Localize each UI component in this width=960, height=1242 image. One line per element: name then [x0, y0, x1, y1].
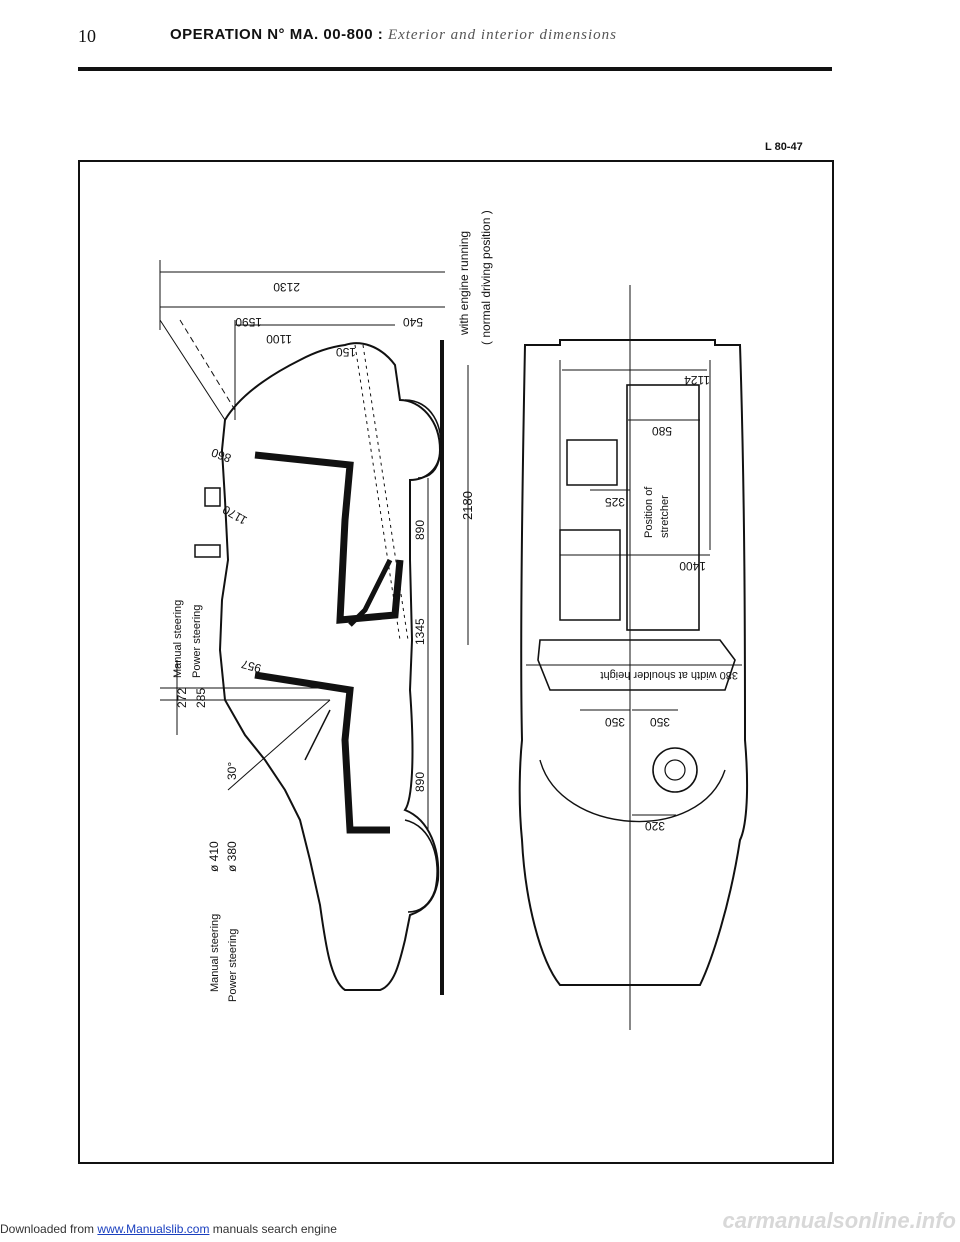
front-seat — [255, 675, 390, 830]
dim-890: 890 — [413, 519, 427, 540]
side-view-labels — [172, 210, 493, 1002]
footer-suffix: manuals search engine — [212, 1222, 337, 1236]
manualslib-link[interactable]: www.Manualslib.com — [97, 1222, 210, 1236]
diam-manual-value: ø 410 — [207, 841, 221, 872]
floor-hatch — [355, 345, 400, 640]
diam-power-value: ø 380 — [225, 841, 239, 872]
steering-pos-power: Power steering — [191, 604, 203, 678]
steering-angle-line — [228, 700, 330, 790]
dim-890b: 890 — [413, 771, 427, 792]
dim-350b: 350 — [649, 715, 670, 729]
steering-diam-power: Power steering — [227, 928, 239, 1002]
roof-line-2 — [180, 320, 235, 410]
operation-subtitle: Exterior and interior dimensions — [387, 27, 618, 43]
dim-1170: 1170 — [220, 502, 250, 528]
dim-580: 580 — [651, 424, 672, 438]
rear-seat — [255, 455, 400, 620]
dim-1124: 1124 — [684, 373, 710, 387]
operation-code: OPERATION N° MA. 00-800 : — [170, 26, 384, 43]
dim-150: 150 — [335, 345, 356, 359]
dim-320: 320 — [644, 819, 665, 833]
steering-pos-manual: Manual steering — [172, 599, 184, 678]
dim-30deg: 30° — [225, 761, 239, 780]
dim-350a: 350 — [604, 715, 625, 729]
tow-hook — [195, 545, 220, 557]
dim-860: 860 — [209, 445, 234, 466]
dim-285: 285 — [194, 687, 208, 708]
steering-diam-manual: Manual steering — [209, 913, 221, 992]
dim-1345: 1345 — [413, 618, 427, 645]
stretcher-label-1: Position of — [643, 486, 655, 538]
page-number: 10 — [78, 26, 96, 46]
plan-view-labels — [600, 373, 738, 833]
dim-1590: 1590 — [235, 315, 262, 329]
rear-bumper — [205, 488, 220, 506]
dim-1400: 1400 — [679, 559, 706, 573]
dim-380-width: 380 width at shoulder height — [600, 669, 738, 681]
dim-1100: 1100 — [266, 332, 292, 346]
plan-view — [520, 285, 747, 1030]
footer-prefix: Downloaded from — [0, 1222, 95, 1236]
dim-325: 325 — [604, 495, 625, 509]
front-wheel — [405, 820, 437, 912]
figure-reference: L 80-47 — [765, 141, 803, 153]
stretcher-label-2: stretcher — [659, 495, 671, 538]
dim-2130: 2130 — [273, 280, 300, 294]
steering-column — [305, 710, 330, 760]
front-seat-plan — [560, 530, 620, 620]
watermark: carmanualsonline.info — [722, 1208, 956, 1233]
rear-seat-left — [567, 440, 617, 485]
dim-540: 540 — [402, 315, 423, 329]
roof-line-1 — [160, 320, 225, 420]
engine-note-line2: ( normal driving position ) — [479, 210, 493, 345]
steering-wheel-plan — [653, 748, 697, 792]
plan-body-outline — [520, 340, 747, 985]
dim-272: 272 — [175, 687, 189, 708]
dim-957: 957 — [239, 656, 263, 676]
steering-hub-plan — [665, 760, 685, 780]
dim-2180: 2180 — [460, 491, 475, 520]
engine-note-line1: with engine running — [457, 230, 471, 335]
footer-download-note — [0, 1222, 337, 1236]
